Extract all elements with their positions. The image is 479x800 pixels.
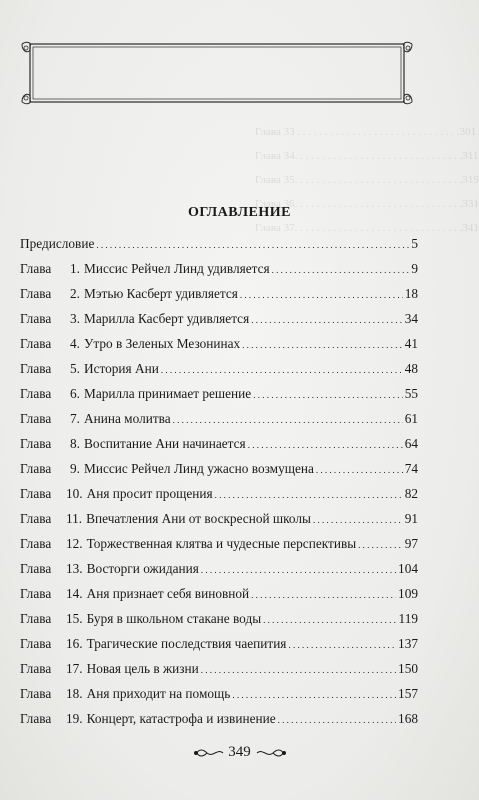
toc-page-number: 137 — [398, 636, 418, 651]
chapter-title: Буря в школьном стакане воды — [86, 611, 262, 626]
toc-entry-heading — [20, 661, 199, 677]
dot-leader — [201, 661, 396, 677]
dot-leader — [313, 511, 403, 527]
dot-leader — [251, 311, 403, 327]
chapter-title: Аня просит прощения — [86, 486, 213, 501]
toc-entry-heading — [20, 586, 249, 602]
chapter-number: 10. — [66, 486, 83, 501]
bleed-line: Глава 36. . . . . . . . . . . . . . . . . . . . . . . . . . . . . . .331 — [255, 198, 479, 210]
toc-title: ОГЛАВЛЕНИЕ — [188, 205, 291, 220]
toc-entry — [20, 686, 418, 711]
chapter-number: 8. — [70, 436, 80, 451]
dot-leader — [316, 461, 403, 477]
toc-page-number: 109 — [398, 586, 418, 601]
chapter-number: 13. — [66, 561, 83, 576]
toc-entry — [20, 411, 418, 436]
toc-page-number: 5 — [411, 236, 418, 251]
toc-page-number: 64 — [404, 436, 418, 451]
toc-entry — [20, 286, 418, 311]
chapter-label: Глава — [20, 261, 52, 276]
chapter-label: Глава — [20, 386, 52, 401]
toc-entry — [20, 361, 418, 386]
toc-entry-heading — [20, 411, 171, 427]
chapter-number: 17. — [66, 661, 83, 676]
toc-entry-heading — [20, 436, 246, 452]
chapter-title: Мэтью Касберт удивляется — [84, 286, 238, 301]
dot-leader — [251, 586, 396, 602]
page-number-footer — [0, 744, 479, 761]
chapter-title: История Ани — [84, 361, 159, 376]
dot-leader — [253, 386, 403, 402]
chapter-label: Глава — [20, 311, 52, 326]
chapter-number: 4. — [70, 336, 80, 351]
toc-page-number: 41 — [404, 336, 418, 351]
toc-entry — [20, 436, 418, 461]
toc-entry — [20, 636, 418, 661]
dot-leader — [215, 486, 403, 502]
toc-page-number: 82 — [404, 486, 418, 501]
toc-page-number: 48 — [404, 361, 418, 376]
dot-leader — [232, 686, 396, 702]
chapter-number: 5. — [70, 361, 80, 376]
page-number: 349 — [228, 744, 251, 760]
toc-entry-heading — [20, 461, 314, 477]
chapter-title: Анина молитва — [84, 411, 171, 426]
chapter-number: 6. — [70, 386, 80, 401]
toc-entry — [20, 336, 418, 361]
chapter-number: 19. — [66, 711, 83, 726]
bleed-line: Глава 37. . . . . . . . . . . . . . . . . . . . . . . . . . . . . . .341 — [255, 222, 479, 234]
toc-page-number: 34 — [404, 311, 418, 326]
toc-entry-heading — [20, 261, 270, 277]
toc-entry-heading — [20, 511, 311, 527]
toc-entry-heading — [20, 536, 356, 552]
chapter-number: 12. — [66, 536, 83, 551]
chapter-title: Миссис Рейчел Линд удивляется — [84, 261, 270, 276]
ornamental-header-frame — [18, 40, 416, 106]
toc-entry — [20, 536, 418, 561]
chapter-label: Глава — [20, 611, 52, 626]
chapter-label: Глава — [20, 461, 52, 476]
chapter-title: Впечатления Ани от воскресной школы — [86, 511, 311, 526]
bleed-line: Глава 34. . . . . . . . . . . . . . . . . . . . . . . . . . . . . . .311 — [255, 150, 479, 162]
toc-page-number: 9 — [411, 261, 418, 276]
toc-entry-heading — [20, 386, 251, 402]
chapter-title: Воспитание Ани начинается — [84, 436, 246, 451]
chapter-number: 7. — [70, 411, 80, 426]
toc-entry — [20, 486, 418, 511]
right-ornament-icon — [255, 747, 287, 759]
toc-entry-heading — [20, 611, 261, 627]
toc-entry — [20, 611, 418, 636]
dot-leader — [272, 261, 410, 277]
toc-page-number: 104 — [398, 561, 418, 576]
toc-entry — [20, 236, 418, 261]
chapter-number: 15. — [66, 611, 83, 626]
chapter-label: Глава — [20, 636, 52, 651]
dot-leader — [161, 361, 403, 377]
chapter-title: Трагические последствия чаепития — [86, 636, 287, 651]
dot-leader — [288, 636, 396, 652]
bleed-line: Глава 33 . . . . . . . . . . . . . . . . . . . . . . . . . . . . . .301 — [255, 126, 477, 138]
toc-entry — [20, 661, 418, 686]
toc-entry-heading — [20, 561, 199, 577]
chapter-label: Глава — [20, 436, 52, 451]
toc-page-number: 97 — [404, 536, 418, 551]
toc-page-number: 91 — [404, 511, 418, 526]
chapter-title: Восторги ожидания — [86, 561, 199, 576]
chapter-number: 18. — [66, 686, 83, 701]
chapter-title: Марилла принимает решение — [84, 386, 252, 401]
toc-entry-heading — [20, 711, 276, 727]
chapter-number: 3. — [70, 311, 80, 326]
chapter-label: Глава — [20, 561, 52, 576]
chapter-title: Утро в Зеленых Мезонинах — [84, 336, 241, 351]
dot-leader — [248, 436, 403, 452]
dot-leader — [240, 286, 403, 302]
dot-leader — [173, 411, 403, 427]
chapter-number: 9. — [70, 461, 80, 476]
toc-entry — [20, 586, 418, 611]
chapter-label: Глава — [20, 486, 52, 501]
chapter-title: Торжественная клятва и чудесные перспективы — [86, 536, 357, 551]
chapter-title: Аня признает себя виновной — [86, 586, 250, 601]
toc-entry-heading — [20, 336, 240, 352]
chapter-number: 16. — [66, 636, 83, 651]
chapter-label: Глава — [20, 586, 52, 601]
toc-entry — [20, 386, 418, 411]
chapter-number: 2. — [70, 286, 80, 301]
chapter-label: Глава — [20, 711, 52, 726]
chapter-title: Новая цель в жизни — [86, 661, 199, 676]
chapter-label: Глава — [20, 411, 52, 426]
dot-leader — [201, 561, 396, 577]
chapter-label: Глава — [20, 511, 52, 526]
toc-page-number: 18 — [404, 286, 418, 301]
toc-page-number: 157 — [398, 686, 418, 701]
toc-page-number: 150 — [398, 661, 418, 676]
bleed-line: Глава 35. . . . . . . . . . . . . . . . . . . . . . . . . . . . . . .319 — [255, 174, 479, 186]
toc-page-number: 61 — [404, 411, 418, 426]
chapter-label: Глава — [20, 661, 52, 676]
dot-leader — [358, 536, 403, 552]
toc-page-number: 74 — [404, 461, 418, 476]
dot-leader — [96, 236, 409, 252]
toc-entry — [20, 461, 418, 486]
chapter-title: Миссис Рейчел Линд ужасно возмущена — [84, 461, 314, 476]
chapter-title: Концерт, катастрофа и извинение — [86, 711, 276, 726]
toc-page-number: 119 — [398, 611, 418, 626]
toc-entry-heading — [20, 286, 238, 302]
chapter-label: Глава — [20, 286, 52, 301]
toc-entry-heading — [20, 236, 94, 252]
toc-entry-heading — [20, 686, 230, 702]
toc-entry — [20, 311, 418, 336]
dot-leader — [263, 611, 396, 627]
chapter-label: Глава — [20, 336, 52, 351]
toc-entry-heading — [20, 636, 286, 652]
left-ornament-icon — [193, 747, 225, 759]
toc-entry-heading — [20, 311, 249, 327]
chapter-title: Марилла Касберт удивляется — [84, 311, 250, 326]
toc-entry-heading — [20, 486, 213, 502]
toc-page-number: 168 — [398, 711, 418, 726]
toc-page-number: 55 — [404, 386, 418, 401]
toc-entry-heading — [20, 361, 159, 377]
chapter-number: 11. — [66, 511, 83, 526]
chapter-number: 1. — [70, 261, 80, 276]
dot-leader — [242, 336, 403, 352]
chapter-number: 14. — [66, 586, 83, 601]
chapter-title: Аня приходит на помощь — [86, 686, 231, 701]
chapter-label: Глава — [20, 686, 52, 701]
toc-entry — [20, 511, 418, 536]
chapter-label: Глава — [20, 536, 52, 551]
section-title: Предисловие — [20, 236, 95, 251]
table-of-contents — [20, 236, 418, 736]
toc-entry — [20, 561, 418, 586]
toc-entry — [20, 261, 418, 286]
chapter-label: Глава — [20, 361, 52, 376]
dot-leader — [278, 711, 396, 727]
toc-entry — [20, 711, 418, 736]
